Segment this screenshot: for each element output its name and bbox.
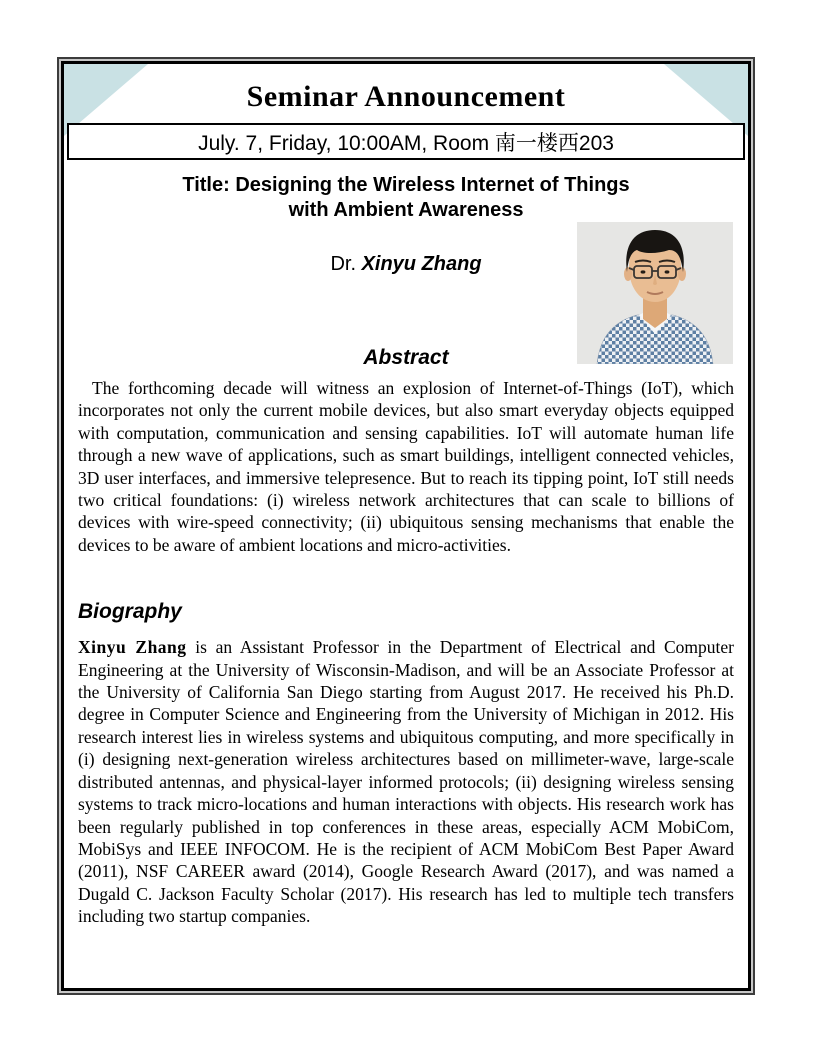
- biography-heading: Biography: [78, 600, 182, 624]
- document-content: [64, 80, 748, 928]
- speaker-prefix: Dr.: [330, 253, 362, 275]
- date-room-text: July. 7, Friday, 10:00AM, Room 南一楼西203: [198, 131, 614, 155]
- portrait-illustration: [577, 222, 733, 364]
- abstract-heading: Abstract: [363, 346, 449, 369]
- talk-title-line1: Title: Designing the Wireless Internet of Things: [182, 174, 630, 196]
- biography-speaker-name: Xinyu Zhang: [78, 637, 187, 658]
- biography-paragraph: [78, 636, 734, 927]
- document-frame: [57, 57, 755, 995]
- date-room-banner: [67, 123, 745, 160]
- biography-text: is an Assistant Professor in the Department of Electrical and Computer Engineering at the University of Wisconsin-Madison, and will be an Associate Professor at the University of California San Diego starting from August 2017. He received his Ph.D. degree in Computer Science and Engineering from the University of Michigan in 2012. His research interest lies in wireless systems and ubiquitous computing, and more specifically in (i) designing next-generation wireless architectures based on millimeter-wave, large-scale distributed antennas, and physical-layer informed protocols; (ii) designing wireless sensing systems to track micro-locations and human interactions with objects. His research work has been regularly published in top conferences in these areas, especially ACM MobiCom, MobiSys and IEEE INFOCOM. He is the recipient of ACM MobiCom Best Paper Award (2011), NSF CAREER award (2014), Google Research Award (2017), and was named a Dugald C. Jackson Faculty Scholar (2017). His research has led to multiple tech transfers including two startup companies.: [78, 637, 735, 927]
- speaker-portrait-photo: [577, 222, 733, 364]
- document-frame-inner: [61, 61, 751, 991]
- abstract-paragraph: The forthcoming decade will witness an explosion of Internet-of-Things (IoT), which incorporates not only the current mobile devices, but also smart everyday objects equipped with computation, communication and sensing capabilities. IoT will automate human life through a new wave of applications, such as smart buildings, intelligent connected vehicles, 3D user interfaces, and immersive telepresence. But to reach its tipping point, IoT still needs two critical foundations: (i) wireless network architectures that can scale to billions of devices with wire-speed connectivity; (ii) ubiquitous sensing mechanisms that enable the devices to be aware of ambient locations and micro-activities.: [78, 378, 734, 555]
- talk-title: [78, 173, 734, 223]
- speaker-name: Xinyu Zhang: [361, 253, 482, 275]
- talk-title-line2: with Ambient Awareness: [288, 199, 524, 221]
- seminar-title: Seminar Announcement: [246, 80, 566, 113]
